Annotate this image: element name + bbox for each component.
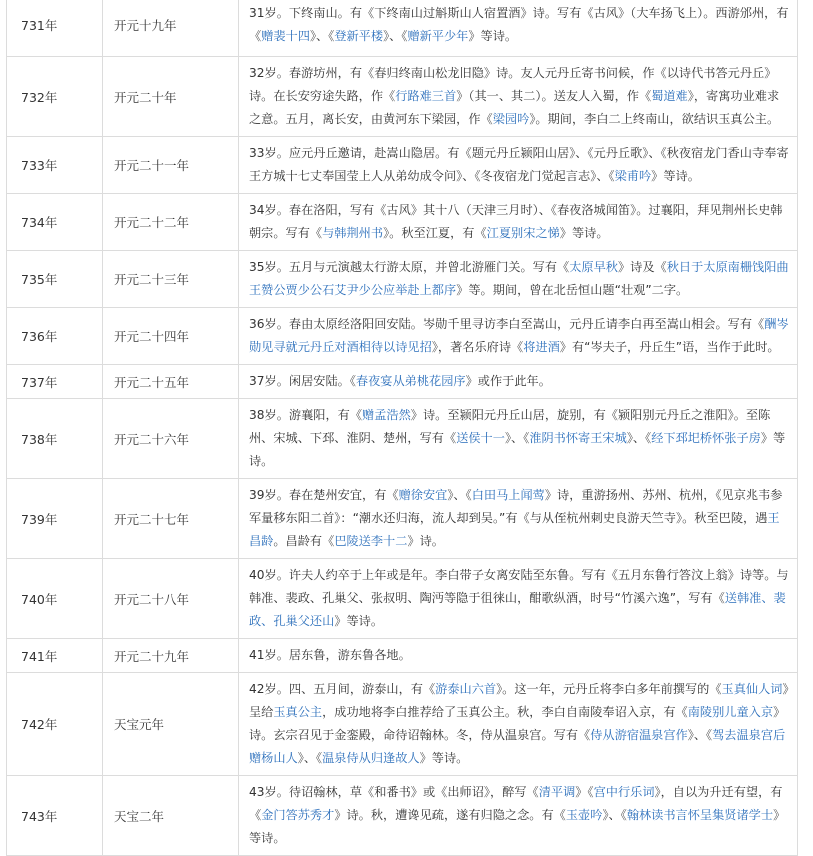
event-text: 》诗。秋，遭谗见疏，遂有归隐之念。有《 bbox=[334, 808, 566, 822]
event-text: 》、《 bbox=[297, 751, 323, 765]
work-link[interactable]: 金门答苏秀才 bbox=[261, 808, 335, 822]
event-text: 》有“岑夫子，丹丘生”语，当作于此时。 bbox=[559, 340, 780, 354]
event-text: 31岁。下终南山。有《下终南山过斛斯山人宿置酒》诗。写有《古风》（大车扬飞上）。西游邠州，有《 bbox=[249, 5, 789, 43]
table-row bbox=[7, 559, 798, 639]
year-text: 735年 bbox=[21, 272, 58, 287]
era-cell bbox=[103, 399, 239, 479]
work-link[interactable]: 玉壶吟 bbox=[565, 808, 603, 822]
era-text: 开元二十八年 bbox=[114, 591, 190, 607]
event-text: 》《 bbox=[575, 785, 594, 799]
event-text: 37岁。闲居安陆。《 bbox=[249, 374, 356, 388]
era-text: 开元二十年 bbox=[114, 89, 177, 105]
year-text: 732年 bbox=[21, 89, 58, 105]
year-text: 742年 bbox=[21, 717, 58, 732]
era-cell bbox=[103, 559, 239, 639]
event-text: 》等诗。 bbox=[334, 614, 384, 628]
work-link[interactable]: 送韩准、裴政、孔巢父还山 bbox=[249, 591, 786, 628]
work-link[interactable]: 太原早秋 bbox=[569, 260, 618, 274]
work-link[interactable]: 将进酒 bbox=[523, 340, 560, 354]
event-text: 》等。期间，曾在北岳恒山题“壮观”二字。 bbox=[456, 283, 689, 297]
table-row bbox=[7, 57, 798, 137]
event-text: 》诗，重游扬州、苏州、杭州，《见京兆韦参军量移东阳二首》：“潮水还归海，流人却到吴。”有《与从侄杭州刺史良游天竺寺》。秋至巴陵，遇 bbox=[249, 488, 783, 525]
era-cell bbox=[103, 57, 239, 137]
table-row bbox=[7, 673, 798, 776]
year-cell bbox=[7, 559, 103, 639]
table-row bbox=[7, 308, 798, 365]
event-text: 》诗。玄宗召见于金銮殿，命待诏翰林。冬，侍从温泉宫。写有《 bbox=[249, 705, 786, 742]
event-text: 35岁。五月与元演越太行游太原，并曾北游雁门关。写有《 bbox=[249, 260, 570, 274]
events-cell bbox=[239, 559, 798, 639]
event-text: 》，寄寓功业难求之意。五月，离长安，由黄河东下梁园，作《 bbox=[249, 89, 780, 126]
event-text: 》。这一年，元丹丘将李白多年前撰写的《 bbox=[496, 682, 722, 696]
era-text: 开元二十四年 bbox=[114, 329, 190, 344]
work-link[interactable]: 玉真仙人词 bbox=[721, 682, 783, 696]
year-cell bbox=[7, 194, 103, 251]
era-cell bbox=[103, 639, 239, 673]
events-cell bbox=[239, 673, 798, 776]
event-text: 》诗。至颍阳元丹丘山居，旋别，有《颍阳别元丹丘之淮阳》。至陈州、宋城、下邳、淮阴、楚州，写有《 bbox=[249, 408, 771, 445]
era-cell bbox=[103, 194, 239, 251]
work-link[interactable]: 江夏别宋之悌 bbox=[486, 226, 560, 240]
year-text: 734年 bbox=[21, 215, 58, 230]
events-cell bbox=[239, 308, 798, 365]
events-cell bbox=[239, 194, 798, 251]
year-cell bbox=[7, 308, 103, 365]
event-text: 34岁。春在洛阳，写有《古风》其十八（天津三月时）、《春夜洛城闻笛》。过襄阳，拜见荆州长史韩朝宗。写有《 bbox=[249, 203, 783, 240]
event-text: 》、《 bbox=[383, 28, 408, 43]
event-text: 》，自以为升迁有望，有《 bbox=[249, 785, 783, 822]
year-cell bbox=[7, 0, 103, 57]
event-text: 》等诗。 bbox=[559, 226, 609, 240]
work-link[interactable]: 淮阴书怀寄王宋城 bbox=[529, 431, 627, 445]
event-text: ，成功地将李白推荐给了玉真公主。秋，李白自南陵奉诏入京，有《 bbox=[322, 705, 688, 719]
year-text: 740年 bbox=[21, 591, 58, 607]
year-cell bbox=[7, 673, 103, 776]
era-cell bbox=[103, 776, 239, 856]
year-text: 743年 bbox=[21, 808, 58, 824]
work-link[interactable]: 巴陵送李十二 bbox=[334, 534, 408, 548]
year-text: 737年 bbox=[21, 374, 58, 390]
year-text: 741年 bbox=[21, 648, 58, 664]
events-cell bbox=[239, 365, 798, 399]
event-text: 。昌龄有《 bbox=[273, 534, 335, 548]
event-text: 32岁。春游坊州，有《春归终南山松龙旧隐》诗。友人元丹丘寄书问候，作《以诗代书答元丹丘》诗。在长安穷途失路，作《 bbox=[249, 66, 777, 103]
year-cell bbox=[7, 776, 103, 856]
year-cell bbox=[7, 399, 103, 479]
year-text: 736年 bbox=[21, 329, 58, 344]
event-text: 》诗。 bbox=[407, 534, 444, 548]
era-cell bbox=[103, 673, 239, 776]
year-cell bbox=[7, 365, 103, 399]
work-link[interactable]: 翰林读书言怀呈集贤诸学士 bbox=[626, 808, 774, 822]
work-link[interactable]: 白田马上闻莺 bbox=[471, 488, 545, 502]
events-cell bbox=[239, 137, 798, 194]
event-text: 》、《 bbox=[309, 28, 335, 43]
event-text: 》等诗。 bbox=[468, 28, 518, 43]
work-link[interactable]: 登新平楼 bbox=[334, 28, 384, 43]
work-link[interactable]: 清平调 bbox=[538, 785, 576, 799]
work-link[interactable]: 王昌龄 bbox=[249, 511, 780, 548]
work-link[interactable]: 梁园吟 bbox=[492, 112, 530, 126]
event-text: 》等诗。 bbox=[249, 431, 786, 468]
events-cell bbox=[239, 57, 798, 137]
event-text: 》、《 bbox=[687, 728, 713, 742]
era-text: 天宝元年 bbox=[114, 717, 165, 732]
table-row bbox=[7, 639, 798, 673]
table-row bbox=[7, 194, 798, 251]
era-text: 天宝二年 bbox=[114, 808, 165, 824]
work-link[interactable]: 行路难三首 bbox=[395, 89, 457, 103]
table-row bbox=[7, 0, 798, 57]
era-text: 开元十九年 bbox=[114, 17, 177, 33]
era-text: 开元二十六年 bbox=[114, 431, 190, 447]
era-text: 开元二十九年 bbox=[114, 648, 190, 664]
event-text: 》、《 bbox=[602, 808, 627, 822]
event-text: 》（其一、其二）。送友人入蜀，作《 bbox=[456, 89, 652, 103]
work-link[interactable]: 酬岑勋见寻就元丹丘对酒相待以诗见招 bbox=[249, 317, 789, 354]
table-row bbox=[7, 251, 798, 308]
year-cell bbox=[7, 57, 103, 137]
work-link[interactable]: 蜀道难 bbox=[651, 89, 688, 103]
year-cell bbox=[7, 251, 103, 308]
work-link[interactable]: 赠徐安宜 bbox=[398, 488, 448, 502]
event-text: 》或作于此年。 bbox=[465, 374, 551, 388]
work-link[interactable]: 温泉侍从归逢故人 bbox=[322, 751, 420, 765]
event-text: 》呈给 bbox=[249, 682, 789, 719]
event-text: 43岁。待诏翰林，草《和番书》或《出师诏》，醉写《 bbox=[249, 785, 539, 799]
work-link[interactable]: 梁甫吟 bbox=[614, 169, 652, 183]
era-text: 开元二十七年 bbox=[114, 511, 190, 527]
chronology-table bbox=[6, 0, 798, 856]
work-link[interactable]: 赠裴十四 bbox=[261, 28, 310, 43]
work-link[interactable]: 宫中行乐词 bbox=[593, 785, 655, 799]
era-cell bbox=[103, 365, 239, 399]
event-text: 》、《 bbox=[447, 488, 472, 502]
year-cell bbox=[7, 639, 103, 673]
event-text: 》。期间，李白二上终南山，欲结识玉真公主。 bbox=[529, 112, 780, 126]
era-text: 开元二十五年 bbox=[114, 374, 190, 390]
table-row bbox=[7, 137, 798, 194]
event-text: 41岁。居东鲁，游东鲁各地。 bbox=[249, 648, 411, 662]
year-text: 733年 bbox=[21, 158, 58, 173]
events-cell bbox=[239, 0, 798, 57]
work-link[interactable]: 赠孟浩然 bbox=[362, 408, 411, 422]
work-link[interactable]: 玉真公主 bbox=[273, 705, 323, 719]
work-link[interactable]: 与韩荆州书 bbox=[322, 226, 384, 240]
event-text: 40岁。许夫人约卒于上年或是年。李白带子女离安陆至东鲁。写有《五月东鲁行答汶上翁》诗等。与韩准、裴政、孔巢父、张叔明、陶沔等隐于徂徕山，酣歌纵酒，时号“竹溪六逸”，写有《 bbox=[249, 568, 789, 605]
work-link[interactable]: 赠新平少年 bbox=[407, 28, 469, 43]
era-cell bbox=[103, 0, 239, 57]
era-cell bbox=[103, 479, 239, 559]
events-cell bbox=[239, 776, 798, 856]
work-link[interactable]: 秋日于太原南栅饯阳曲王赞公贾少公石艾尹少公应举赴上都序 bbox=[249, 260, 789, 297]
year-text: 731年 bbox=[21, 17, 58, 33]
event-text: 33岁。应元丹丘邀请，赴嵩山隐居。有《题元丹丘颍阳山居》、《元丹丘歌》、《秋夜宿龙门香山寺奉寄王方城十七丈奉国莹上人从弟幼成令问》、《冬夜宿龙门觉起言志》、《 bbox=[249, 146, 789, 183]
era-cell bbox=[103, 137, 239, 194]
work-link[interactable]: 经下邳圯桥怀张子房 bbox=[651, 431, 761, 445]
event-text: 42岁。四、五月间，游泰山，有《 bbox=[249, 682, 436, 696]
year-cell bbox=[7, 137, 103, 194]
event-text: 》等诗。 bbox=[651, 169, 700, 183]
table-row bbox=[7, 399, 798, 479]
work-link[interactable]: 驾去温泉宫后赠杨山人 bbox=[249, 728, 786, 765]
table-row bbox=[7, 776, 798, 856]
era-text: 开元二十三年 bbox=[114, 272, 190, 287]
work-link[interactable]: 春夜宴从弟桃花园序 bbox=[355, 374, 466, 388]
event-text: 38岁。游襄阳，有《 bbox=[249, 408, 363, 422]
event-text: 》诗及《 bbox=[617, 260, 667, 274]
work-link[interactable]: 南陵别儿童入京 bbox=[687, 705, 774, 719]
events-cell bbox=[239, 251, 798, 308]
event-text: 》、《 bbox=[504, 431, 530, 445]
table-row bbox=[7, 479, 798, 559]
event-text: 》、《 bbox=[626, 431, 652, 445]
year-text: 739年 bbox=[21, 511, 58, 527]
chronology-table-body bbox=[7, 0, 798, 856]
table-row bbox=[7, 365, 798, 399]
year-text: 738年 bbox=[21, 431, 58, 447]
era-cell bbox=[103, 308, 239, 365]
era-cell bbox=[103, 251, 239, 308]
events-cell bbox=[239, 639, 798, 673]
event-text: 》等诗。 bbox=[249, 808, 786, 845]
era-text: 开元二十一年 bbox=[114, 158, 190, 173]
events-cell bbox=[239, 479, 798, 559]
era-text: 开元二十二年 bbox=[114, 215, 190, 230]
work-link[interactable]: 游泰山六首 bbox=[435, 682, 497, 696]
event-text: 36岁。春由太原经洛阳回安陆。岑勋千里寻访李白至嵩山，元丹丘请李白再至嵩山相会。写有《 bbox=[249, 317, 765, 331]
work-link[interactable]: 送侯十一 bbox=[456, 431, 505, 445]
event-text: 》，著名乐府诗《 bbox=[431, 340, 524, 354]
year-cell bbox=[7, 479, 103, 559]
event-text: 》等诗。 bbox=[419, 751, 469, 765]
events-cell bbox=[239, 399, 798, 479]
event-text: 39岁。春在楚州安宜，有《 bbox=[249, 488, 399, 502]
work-link[interactable]: 侍从游宿温泉宫作 bbox=[590, 728, 688, 742]
event-text: 》。秋至江夏，有《 bbox=[383, 226, 487, 240]
